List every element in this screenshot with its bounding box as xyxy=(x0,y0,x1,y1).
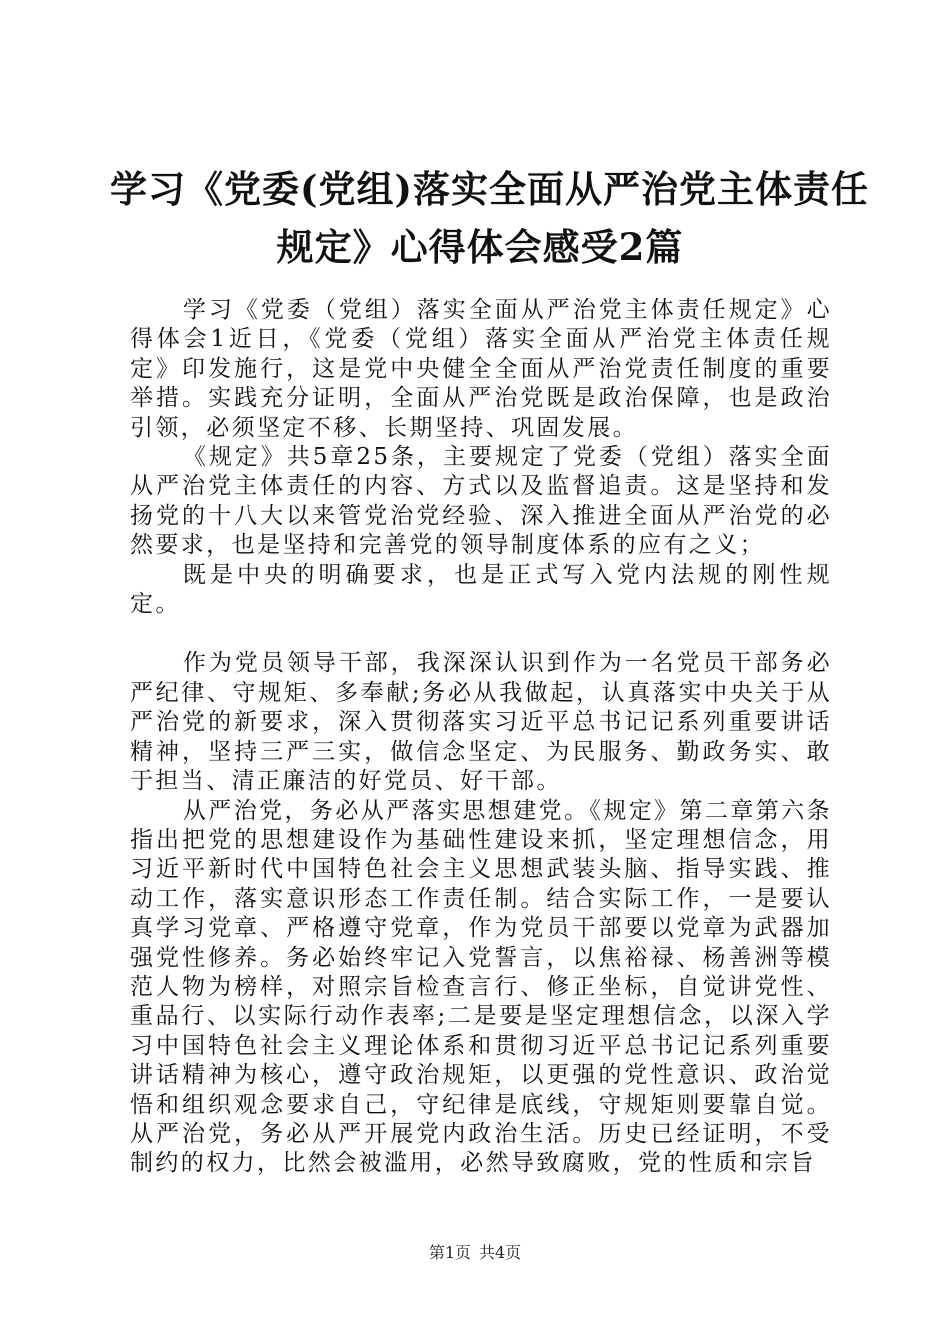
document-body xyxy=(130,296,832,1179)
paragraph: 《规定》共5章25条，主要规定了党委（党组）落实全面从严治党主体责任的内容、方式以及监督追责。这是坚持和发扬党的十八大以来管党治党经验、深入推进全面从严治党的必然要求，也是坚持和完善党的领导制度体系的应有之义； xyxy=(130,444,832,559)
paragraph: 既是中央的明确要求，也是正式写入党内法规的刚性规定。 xyxy=(130,561,832,618)
paragraph: 学习《党委（党组）落实全面从严治党主体责任规定》心得体会1近日，《党委（党组）落实全面从严治党主体责任规定》印发施行，这是党中央健全全面从严治党责任制度的重要举措。实践充分证明，全面从严治党既是政治保障，也是政治引领，必须坚定不移、长期坚持、巩固发展。 xyxy=(130,297,832,441)
title-line-1: 学习《党委(党组)落实全面从严治党主体责任 xyxy=(110,167,870,211)
page-number: 第1页 xyxy=(428,1243,471,1262)
paragraph: 作为党员领导干部，我深深认识到作为一名党员干部务必严纪律、守规矩、多奉献;务必从我做起，认真落实中央关于从严治党的新要求，深入贯彻落实习近平总书记记系列重要讲话精神，坚持三严三实，做信念坚定、为民服务、勤政务实、敢于担当、清正廉洁的好党员、好干部。 xyxy=(130,650,832,795)
title-line-2: 规定》心得体会感受2篇 xyxy=(276,225,684,269)
page-footer xyxy=(0,1243,950,1263)
page-total: 共4页 xyxy=(479,1243,522,1262)
document-title xyxy=(110,160,870,276)
paragraph: 从严治党，务必从严落实思想建党。《规定》第二章第六条指出把党的思想建设作为基础性建设来抓，坚定理想信念，用习近平新时代中国特色社会主义思想武装头脑、指导实践、推动工作，落实意识形态工作责任制。结合实际工作，一是要认真学习党章、严格遵守党章，作为党员干部要以党章为武器加强党性修养。务必始终牢记入党誓言，以焦裕禄、杨善洲等模范人物为榜样，对照宗旨检查言行、修正坐标，自觉讲党性、重品行、以实际行动作表率;二是要是坚定理想信念，以深入学习中国特色社会主义理论体系和贯彻习近平总书记记系列重要讲话精神为核心，遵守政治规矩，以更强的党性意识、政治觉悟和组织观念要求自己，守纪律是底线，守规矩则要靠自觉。从严治党，务必从严开展党内政治生活。历史已经证明，不受制约的权力，比然会被滥用，必然导致腐败，党的性质和宗旨 xyxy=(130,797,832,1177)
